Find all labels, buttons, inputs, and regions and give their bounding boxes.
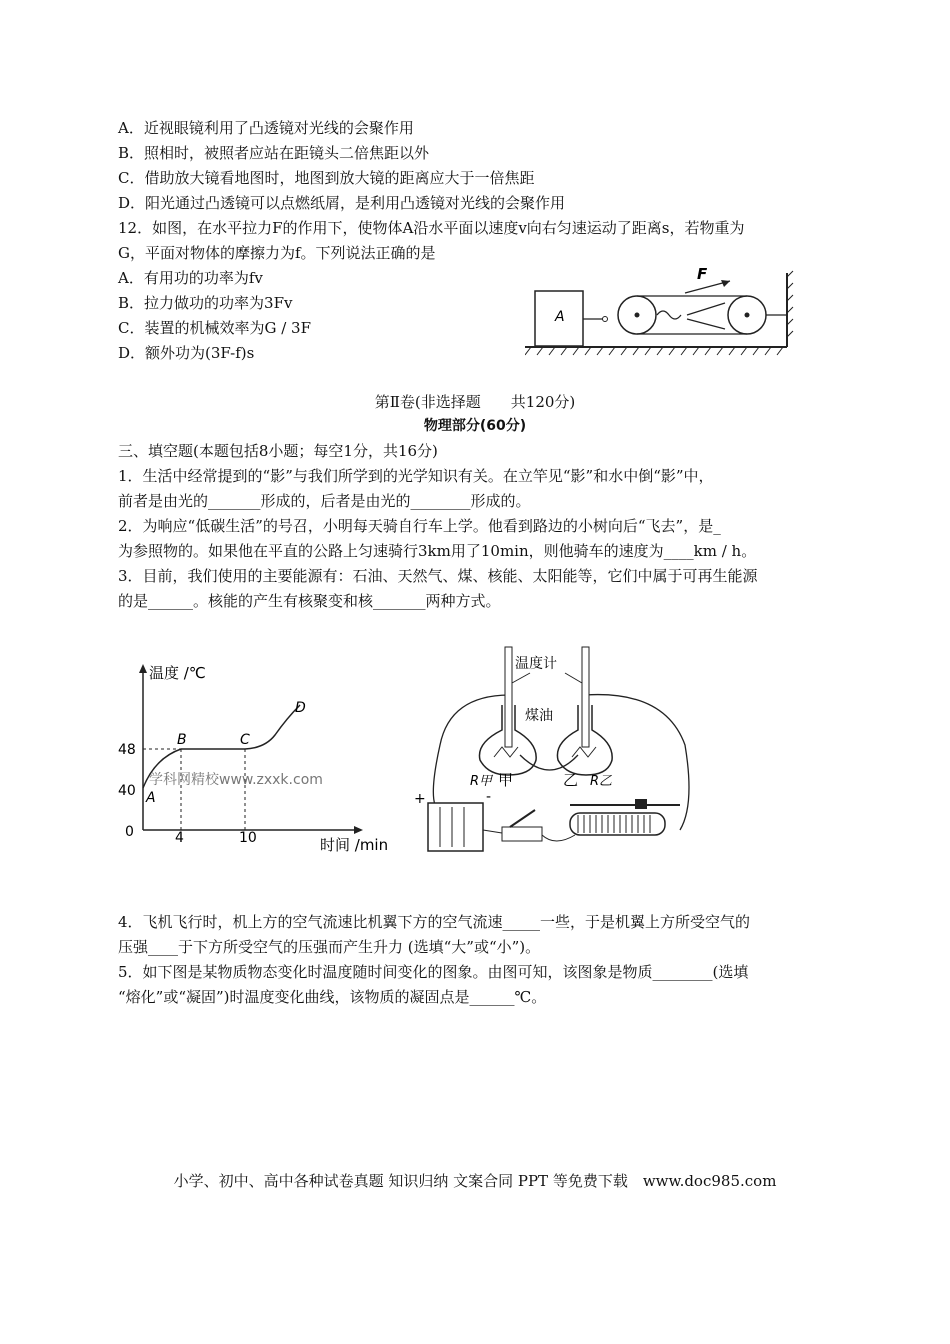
q11-option-a: A．近视眼镜利用了凸透镜对光线的会聚作用 — [118, 119, 414, 137]
svg-text:F: F — [697, 265, 708, 283]
point-a: A — [146, 790, 156, 806]
ytick-48: 48 — [118, 742, 136, 758]
switch — [502, 827, 542, 841]
point-c: C — [240, 732, 250, 748]
q12-option-b: B．拉力做功的功率为3Fv — [118, 294, 293, 312]
svg-text:A: A — [555, 309, 565, 325]
x-axis-label: 时间 /min — [320, 836, 389, 854]
point-b: B — [177, 732, 187, 748]
q12-option-a: A．有用功的功率为fv — [118, 269, 263, 287]
ytick-0: 0 — [125, 824, 134, 840]
q3-line2: 的是______。核能的产生有核聚变和核_______两种方式。 — [118, 592, 501, 610]
ytick-40: 40 — [118, 783, 136, 799]
y-axis-label: 温度 /℃ — [149, 664, 206, 682]
q5-line2: “熔化”或“凝固”)时温度变化曲线，该物质的凝固点是______℃。 — [118, 988, 547, 1006]
q4-line2: 压强____于下方所受空气的压强而产生升力 (选填“大”或“小”)。 — [118, 938, 541, 956]
section-subtitle: 物理部分(60分) — [423, 418, 527, 434]
q2-line2: 为参照物的。如果他在平直的公路上匀速骑行3km用了10min，则他骑车的速度为____km / h。 — [118, 542, 757, 560]
svg-text:+: + — [414, 791, 426, 807]
q11-option-d: D．阳光通过凸透镜可以点燃纸屑，是利用凸透镜对光线的会聚作用 — [118, 194, 566, 212]
pulley-figure — [525, 263, 795, 358]
xtick-4: 4 — [175, 830, 184, 846]
q11-option-c: C．借助放大镜看地图时，地图到放大镜的距离应大于一倍焦距 — [118, 169, 535, 187]
battery — [428, 803, 483, 851]
temperature-time-graph — [115, 640, 405, 860]
left-flask-name: 甲 — [498, 771, 514, 789]
svg-text:-: - — [486, 789, 492, 805]
watermark: 学科网精校www.zxxk.com — [149, 772, 323, 788]
q3-line1: 3．目前，我们使用的主要能源有：石油、天然气、煤、核能、太阳能等，它们中属于可再生能源 — [118, 567, 758, 585]
circuit-figure — [410, 635, 700, 860]
point-d: D — [295, 700, 306, 716]
q12-line2: G，平面对物体的摩擦力为f。下列说法正确的是 — [118, 244, 436, 262]
section-title: 第Ⅱ卷(非选择题 共120分) — [374, 393, 576, 411]
part3-heading: 三、填空题(本题包括8小题；每空1分，共16分) — [118, 442, 438, 460]
q1-line2: 前者是由光的_______形成的，后者是由光的________形成的。 — [118, 492, 531, 510]
thermometer-right — [582, 647, 589, 747]
q12-option-c: C．装置的机械效率为G / 3F — [118, 319, 312, 337]
q12-line1: 12．如图，在水平拉力F的作用下，使物体A沿水平面以速度v向右匀速运动了距离s，若物重为 — [118, 219, 745, 237]
thermometer-left — [505, 647, 512, 747]
thermometer-label: 温度计 — [515, 656, 557, 672]
q11-option-b: B．照相时，被照者应站在距镜头二倍焦距以外 — [118, 144, 430, 162]
oil-label: 煤油 — [525, 708, 553, 724]
left-resistor-label: R甲 — [470, 774, 493, 789]
q2-line1: 2．为响应“低碳生活”的号召，小明每天骑自行车上学。他看到路边的小树向后“飞去”，是_ — [118, 517, 721, 535]
q1-line1: 1．生活中经常提到的“影”与我们所学到的光学知识有关。在立竿见“影”和水中倒“影”中， — [118, 467, 714, 485]
footer: 小学、初中、高中各种试卷真题 知识归纳 文案合同 PPT 等免费下载 www.doc985.com — [173, 1172, 777, 1190]
q12-option-d: D．额外功为(3F-f)s — [118, 344, 255, 362]
xtick-10: 10 — [239, 830, 257, 846]
q5-line1: 5．如下图是某物质物态变化时温度随时间变化的图象。由图可知，该图象是物质________(选填 — [118, 963, 749, 981]
q4-line1: 4．飞机飞行时，机上方的空气流速比机翼下方的空气流速_____一些，于是机翼上方所受空气的 — [118, 913, 751, 931]
right-flask-name: 乙 — [563, 771, 579, 789]
right-resistor-label: R乙 — [590, 774, 613, 789]
